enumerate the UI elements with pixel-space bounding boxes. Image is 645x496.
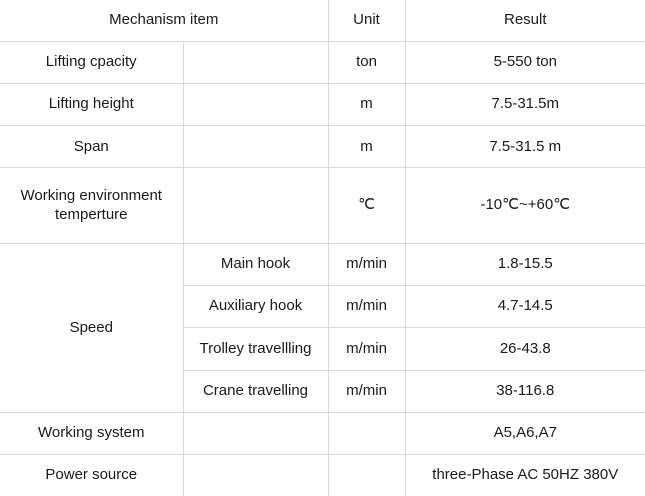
cell-result: 1.8-15.5 <box>405 244 645 286</box>
table-row <box>0 41 645 83</box>
cell-unit: m/min <box>328 286 405 328</box>
cell-sub <box>183 168 328 244</box>
cell-result: 5-550 ton <box>405 41 645 83</box>
cell-unit <box>328 455 405 496</box>
table-row <box>0 126 645 168</box>
cell-sub: Main hook <box>183 244 328 286</box>
table-row <box>0 455 645 496</box>
working-env-line2: temperture <box>54 205 128 223</box>
cell-item: Working system <box>0 412 183 454</box>
cell-sub: Trolley travellling <box>183 328 328 370</box>
cell-item-speed: Speed <box>0 244 183 413</box>
cell-item: Lifting height <box>0 84 183 126</box>
cell-item: Power source <box>0 455 183 496</box>
cell-item: Span <box>0 126 183 168</box>
cell-sub <box>183 41 328 83</box>
cell-sub <box>183 126 328 168</box>
table-row <box>0 168 645 244</box>
table-row <box>0 244 645 286</box>
cell-sub <box>183 84 328 126</box>
cell-unit: m/min <box>328 328 405 370</box>
cell-result: 7.5-31.5m <box>405 84 645 126</box>
table-row <box>0 412 645 454</box>
header-result: Result <box>405 0 645 41</box>
cell-result: A5,A6,A7 <box>405 412 645 454</box>
table-row <box>0 84 645 126</box>
cell-item: Lifting cpacity <box>0 41 183 83</box>
cell-unit: ton <box>328 41 405 83</box>
header-mechanism-item: Mechanism item <box>0 0 328 41</box>
cell-unit <box>328 412 405 454</box>
cell-result: 38-116.8 <box>405 370 645 412</box>
table-header-row <box>0 0 645 41</box>
cell-result: 26-43.8 <box>405 328 645 370</box>
cell-result: 4.7-14.5 <box>405 286 645 328</box>
cell-result: three-Phase AC 50HZ 380V <box>405 455 645 496</box>
cell-result: -10℃~+60℃ <box>405 168 645 244</box>
cell-result: 7.5-31.5 m <box>405 126 645 168</box>
cell-unit: m <box>328 126 405 168</box>
cell-unit: ℃ <box>328 168 405 244</box>
cell-unit: m/min <box>328 370 405 412</box>
cell-sub: Auxiliary hook <box>183 286 328 328</box>
working-env-line1: Working environment <box>20 187 162 204</box>
cell-sub <box>183 412 328 454</box>
cell-sub: Crane travelling <box>183 370 328 412</box>
cell-unit: m <box>328 84 405 126</box>
cell-sub <box>183 455 328 496</box>
header-unit: Unit <box>328 0 405 41</box>
cell-unit: m/min <box>328 244 405 286</box>
cell-item <box>0 168 183 244</box>
